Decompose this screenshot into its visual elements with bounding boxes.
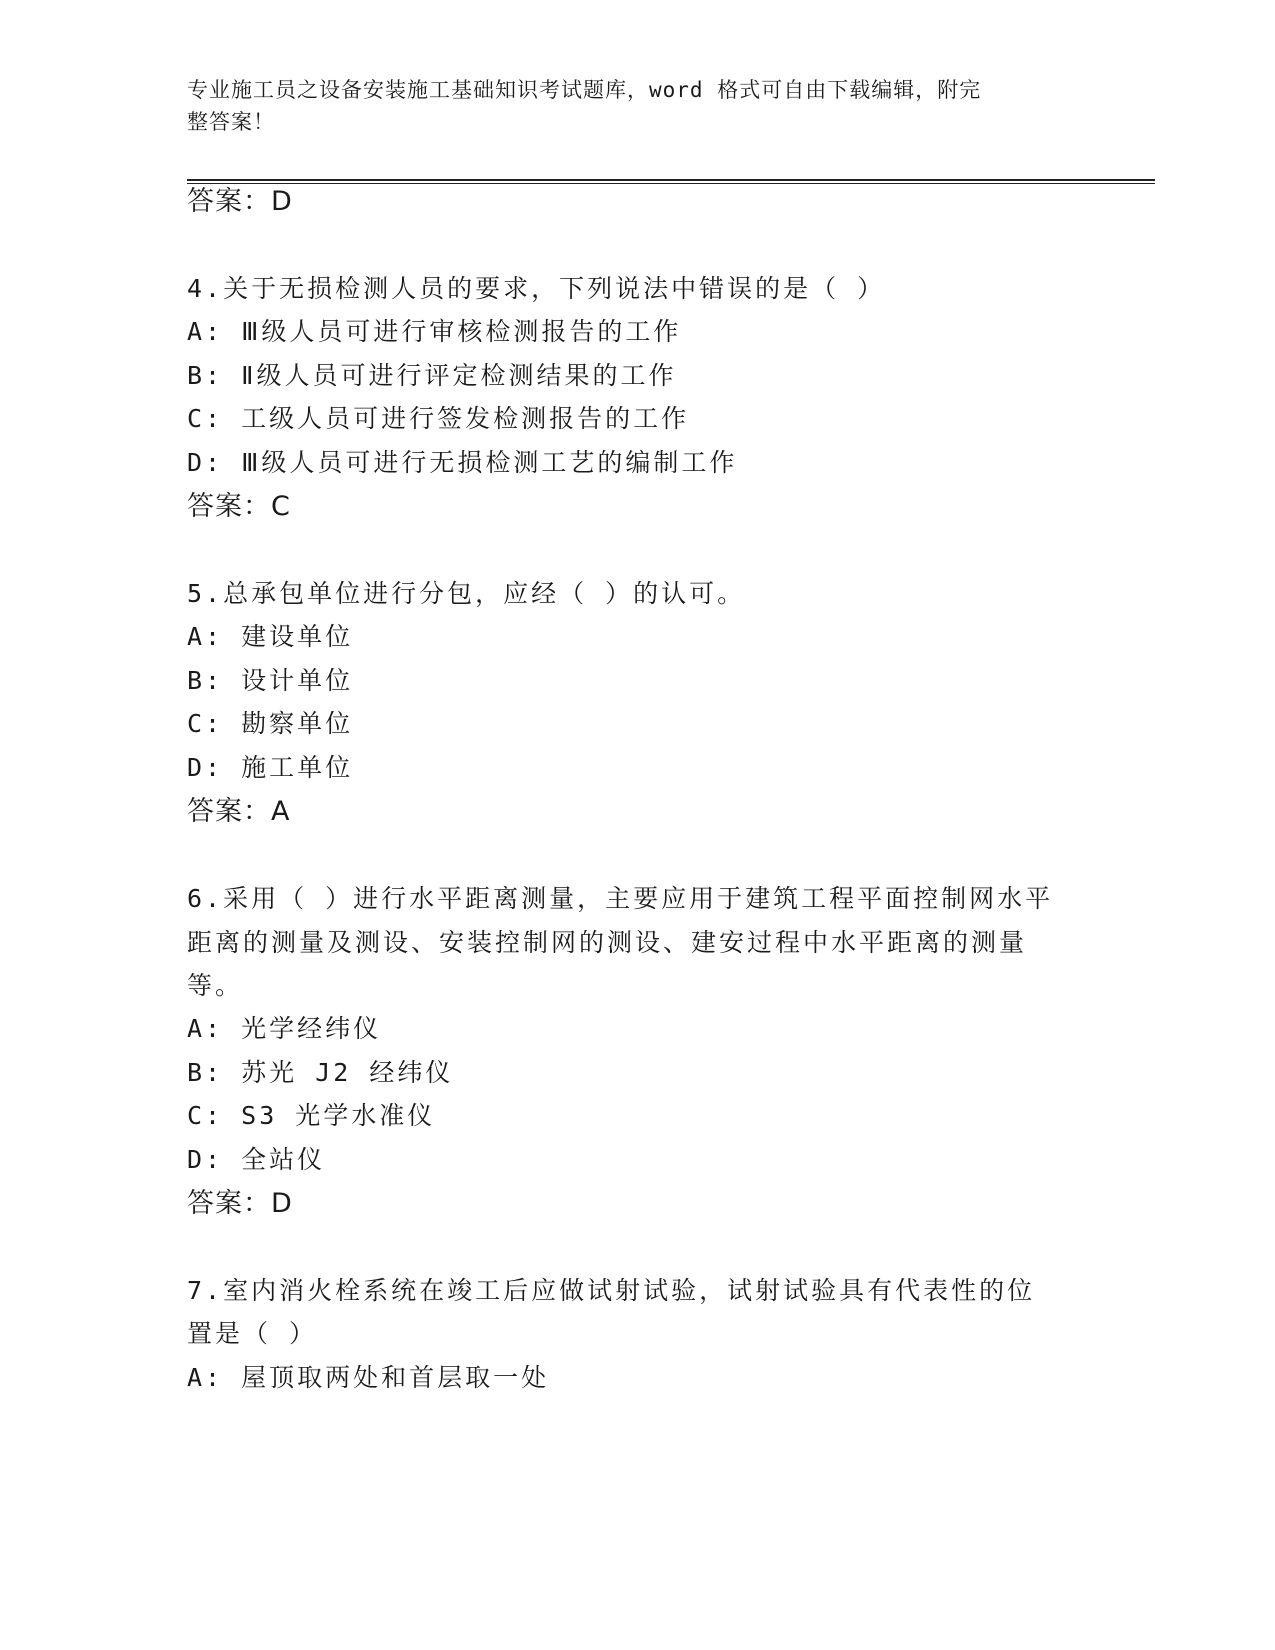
question-6-answer: 答案：D: [187, 1188, 293, 1219]
question-7-stem-line-2: 置是（ ）: [187, 1319, 318, 1348]
question-6-option-a: A: 光学经纬仪: [187, 1014, 382, 1043]
question-4-option-c: C: 工级人员可进行签发检测报告的工作: [187, 404, 690, 433]
question-6-stem-line-1: 6.采用（ ）进行水平距离测量，主要应用于建筑工程平面控制网水平: [187, 884, 1054, 913]
question-6-option-c: C: S3 光学水准仪: [187, 1101, 436, 1130]
question-4-option-d: D: Ⅲ级人员可进行无损检测工艺的编制工作: [187, 448, 738, 477]
header-rule-thick: [187, 179, 1155, 181]
header-rule-thin: [187, 183, 1155, 184]
question-5-answer: 答案：A: [187, 796, 291, 827]
answer-prev: 答案：D: [187, 186, 293, 217]
question-5-stem: 5.总承包单位进行分包，应经（ ）的认可。: [187, 579, 746, 608]
question-5-option-c: C: 勘察单位: [187, 709, 354, 738]
question-4-answer: 答案：C: [187, 491, 291, 522]
question-4-stem: 4.关于无损检测人员的要求，下列说法中错误的是（ ）: [187, 274, 886, 303]
header-line-1: 专业施工员之设备安装施工基础知识考试题库，word 格式可自由下载编辑，附完: [187, 78, 982, 102]
question-5-option-a: A: 建设单位: [187, 622, 354, 651]
document-header: [187, 74, 1067, 138]
question-6-stem-line-3: 等。: [187, 971, 244, 1000]
question-6-stem-line-2: 距离的测量及测设、安装控制网的测设、建安过程中水平距离的测量: [187, 928, 1028, 957]
question-7-option-a: A: 屋顶取两处和首层取一处: [187, 1363, 550, 1392]
question-4-option-a: A: Ⅲ级人员可进行审核检测报告的工作: [187, 317, 682, 346]
question-6-option-d: D: 全站仪: [187, 1145, 326, 1174]
question-6-option-b: B: 苏光 J2 经纬仪: [187, 1058, 454, 1087]
question-7-stem-line-1: 7.室内消火栓系统在竣工后应做试射试验，试射试验具有代表性的位: [187, 1276, 1036, 1305]
header-line-2: 整答案！: [187, 110, 275, 134]
question-4-option-b: B: Ⅱ级人员可进行评定检测结果的工作: [187, 361, 677, 390]
question-5-option-b: B: 设计单位: [187, 666, 354, 695]
question-5-option-d: D: 施工单位: [187, 753, 354, 782]
